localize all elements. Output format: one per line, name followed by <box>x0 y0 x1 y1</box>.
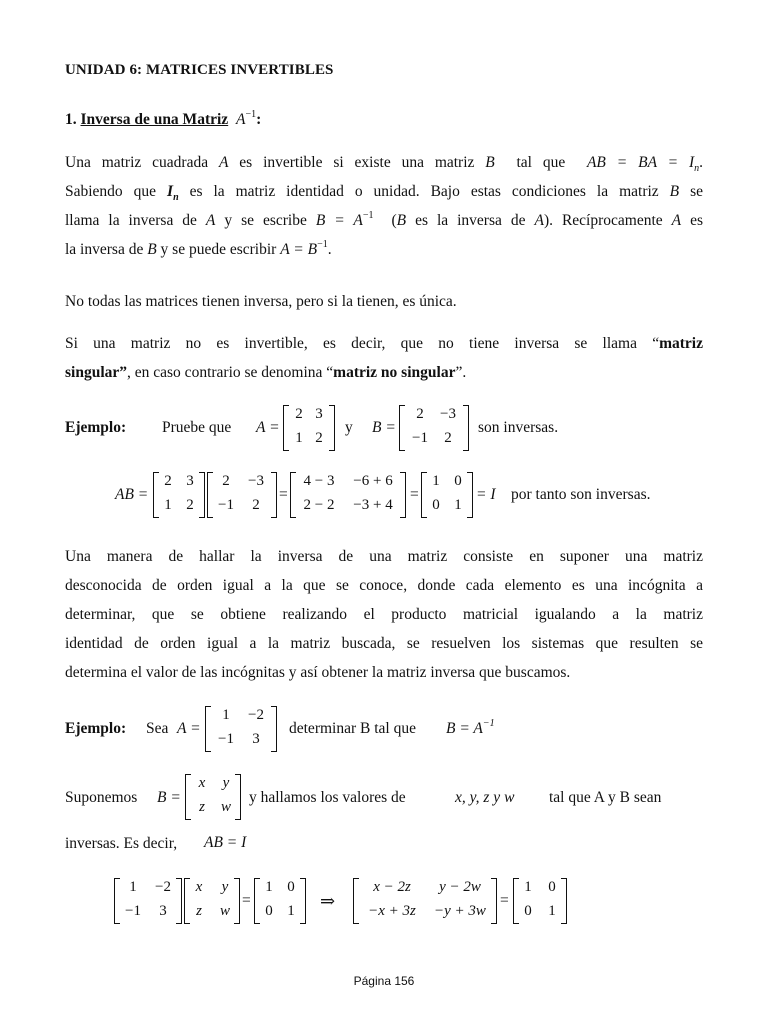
matrix-s3: 1 0 0 1 <box>254 878 306 924</box>
section-heading: 1. Inversa de una Matriz $A^{-1}$: <box>65 109 262 128</box>
implies-arrow: ⇒ <box>320 891 336 911</box>
definition-paragraph: Una matriz cuadrada A es invertible si existe una matriz B tal que AB = BA = $I_n$. Sabiendo que $I_n$ es la matriz identidad o unidad. Bajo estas condiciones la matriz B se llama la inversa de A y se escribe $B = A^{-1}$ (B es la inversa de A). Recíprocamente A es la inversa de B y se puede escribir $A = B^{-1}$. <box>65 154 703 258</box>
matrix-s2: x y z w <box>184 878 240 924</box>
matrix-s4: x − 2z y − 2w −x + 3z −y + 3w <box>353 878 497 924</box>
matrix-B: 2 −3 −1 2 <box>399 405 469 451</box>
section-symbol: A <box>236 111 246 128</box>
uniqueness-paragraph: No todas las matrices tienen inversa, pero si la tienen, es única. <box>65 293 457 310</box>
page-number: Página 156 <box>353 974 415 988</box>
section-number: 1. <box>65 111 77 128</box>
singular-paragraph: Si una matriz no es invertible, es decir, que no tiene inversa se llama “matriz singular”, en caso contrario se denomina “matriz no singular”. <box>65 335 703 381</box>
matrix-s5: 1 0 0 1 <box>513 878 567 924</box>
matrix-A: 2 3 1 2 <box>283 405 335 451</box>
matrix-s1: 1 −2 −1 3 <box>114 878 182 924</box>
matrix-m2: 2 −3 −1 2 <box>207 472 277 518</box>
matrix-m1: 2 3 1 2 <box>153 472 205 518</box>
example-label: Ejemplo: <box>65 419 127 436</box>
method-paragraph: Una manera de hallar la inversa de una matriz consiste en suponer una matriz desconocida de orden igual a la que se conoce, donde cada elemento es una incógnita a determinar, que se obtiene realizando el producto matricial igualando a la matriz identidad de orden igual a la matriz buscada, se resuelven los sistemas que resulten se determina el valor de las incógnitas y así obtener la matriz inversa que buscamos. <box>65 548 703 681</box>
page-title: UNIDAD 6: MATRICES INVERTIBLES <box>65 62 334 78</box>
matrix-m3: 4 − 3 −6 + 6 2 − 2 −3 + 4 <box>290 472 406 518</box>
matrix-unknown-B: x y z w <box>185 774 241 820</box>
example-label: Ejemplo: <box>65 720 127 737</box>
section-title: Inversa de una Matriz <box>80 111 229 128</box>
matrix-A2: 1 −2 −1 3 <box>205 706 277 752</box>
matrix-identity-1: 1 0 0 1 <box>421 472 473 518</box>
